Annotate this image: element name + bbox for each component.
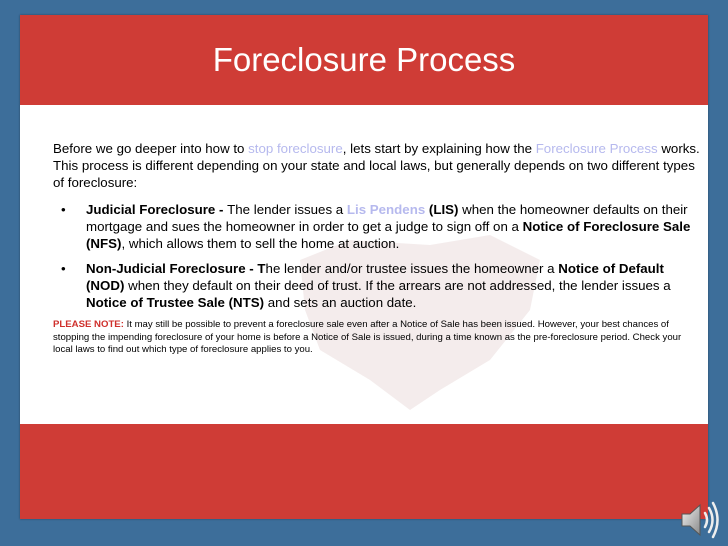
bullet-bold: Notice of Trustee Sale (NTS) xyxy=(86,295,265,310)
lis-pendens-link[interactable]: Lis Pendens xyxy=(346,202,429,217)
intro-text: , lets start by explaining how the xyxy=(342,141,536,156)
bullet-judicial xyxy=(53,201,701,252)
bullet-title: Judicial Foreclosure - xyxy=(86,202,228,217)
bullet-text: The lender issues a xyxy=(227,202,347,217)
note-paragraph xyxy=(53,319,701,357)
intro-text: works. This process is different depending on your state and local laws, but generally depends on two different types of foreclosure: xyxy=(53,141,700,190)
bullet-text: when the homeowner defaults on their mortgage and sues the homeowner in order to get a judge to sign off on a xyxy=(86,202,688,234)
intro-paragraph xyxy=(53,140,701,191)
bottom-bar xyxy=(20,424,708,519)
bullet-title: Non-Judicial Foreclosure - T xyxy=(86,261,266,276)
note-label: PLEASE NOTE: xyxy=(53,319,124,330)
slide xyxy=(20,15,708,519)
slide-title: Foreclosure Process xyxy=(212,41,516,78)
speaker-icon[interactable] xyxy=(676,498,722,542)
bullet-non-judicial xyxy=(53,260,701,311)
stop-foreclosure-link[interactable]: stop foreclosure xyxy=(248,141,343,156)
note-text: It may still be possible to prevent a foreclosure sale even after a Notice of Sale has been issued. However, your best chances of stopping the impending foreclosure of your home is before a Notice of Sale is issued, during a time known as the pre-foreclosure period. Check your local laws to find out which type of foreclosure applies to you. xyxy=(53,319,682,355)
slide-content xyxy=(53,140,701,357)
bullet-bold: Notice of Foreclosure Sale (NFS) xyxy=(86,219,691,251)
bullet-list xyxy=(53,201,701,311)
bullet-marker: • xyxy=(61,202,66,217)
bullet-marker: • xyxy=(61,261,66,276)
bullet-bold: (LIS) xyxy=(428,202,459,217)
title-bar xyxy=(20,15,708,105)
intro-text: Before we go deeper into how to xyxy=(53,141,249,156)
bullet-bold: Notice of Default (NOD) xyxy=(86,261,664,293)
bullet-text: he lender and/or trustee issues the homeowner a xyxy=(265,261,559,276)
bullet-text: , which allows them to sell the home at auction. xyxy=(121,236,400,251)
foreclosure-process-link[interactable]: Foreclosure Process xyxy=(535,141,658,156)
bullet-text: and sets an auction date. xyxy=(264,295,417,310)
bullet-text: when they default on their deed of trust. If the arrears are not addressed, the lender issues a xyxy=(124,278,671,293)
